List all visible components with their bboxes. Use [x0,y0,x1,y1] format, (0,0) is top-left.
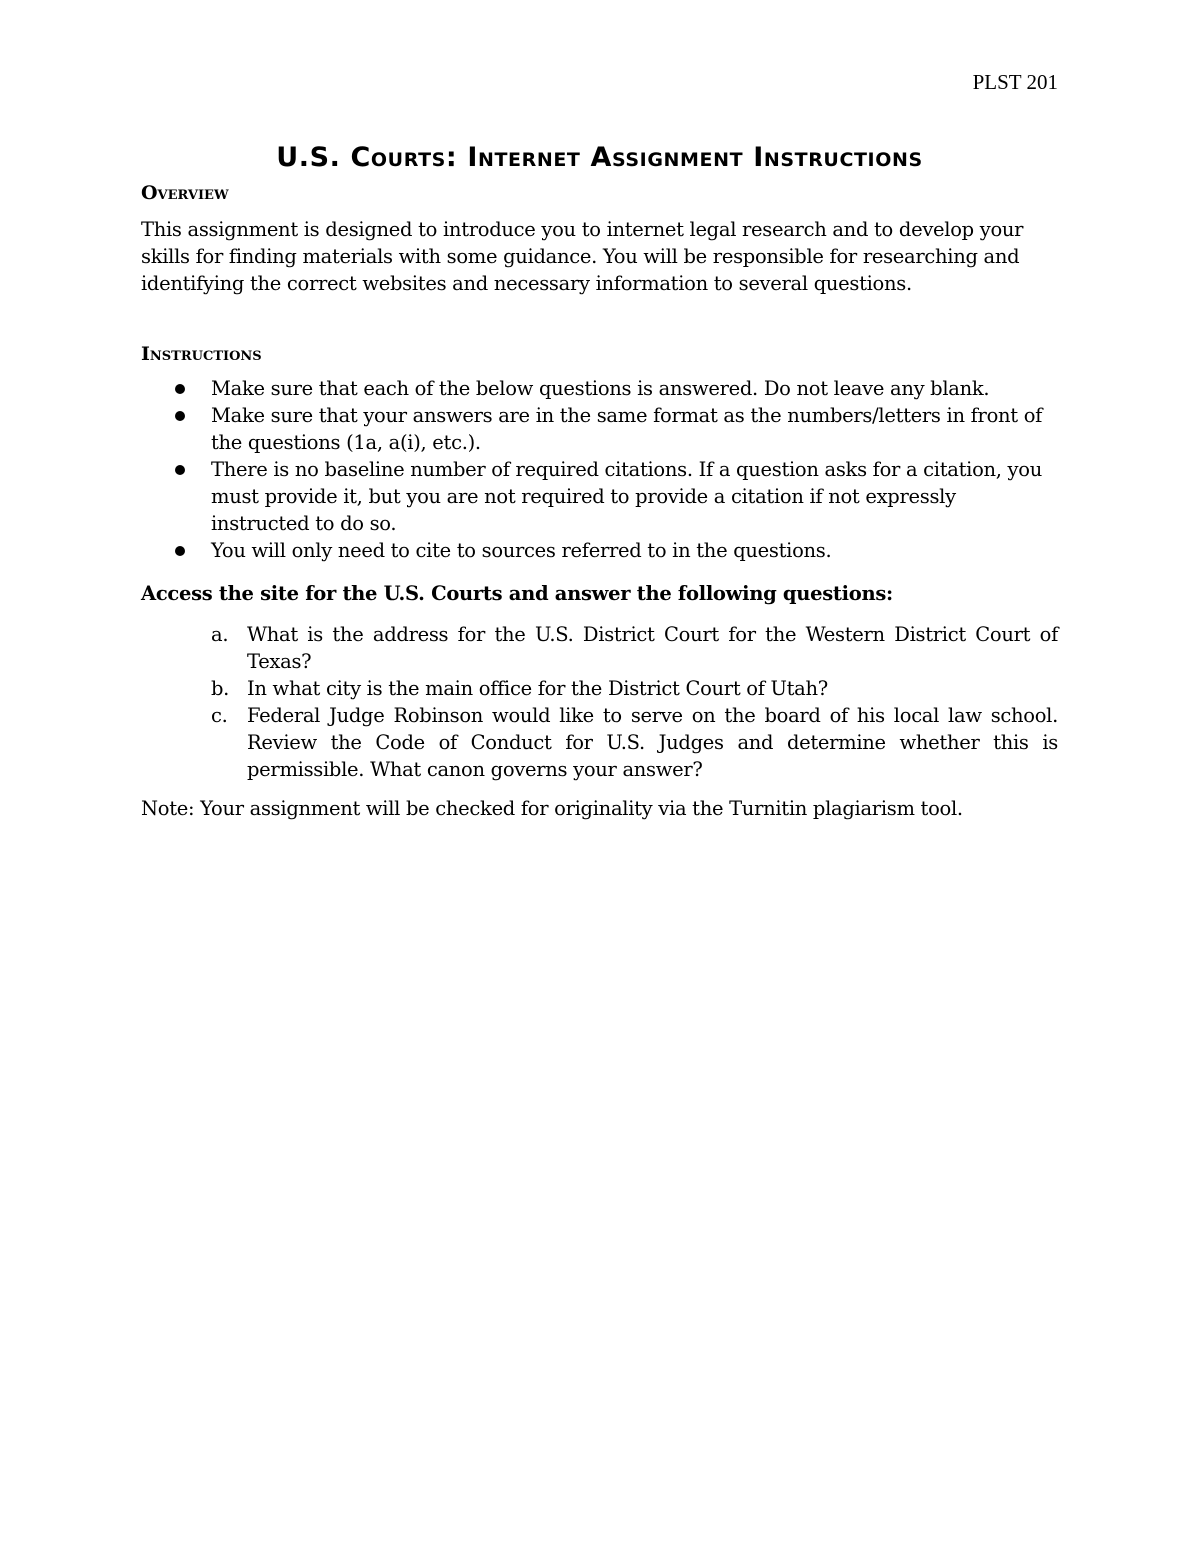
question-letter: c. [211,704,228,727]
access-instruction: Access the site for the U.S. Courts and answer the following questions: [141,582,893,605]
instruction-item [141,402,1058,456]
instruction-text: You will only need to cite to sources referred to in the questions. [211,539,832,562]
instruction-text: Make sure that each of the below questions is answered. Do not leave any blank. [211,377,990,400]
instructions-heading: Instructions [141,343,262,365]
document-body [141,140,1058,822]
instruction-item [141,375,1058,402]
instruction-text: Make sure that your answers are in the same format as the numbers/letters in front of the questions (1a, a(i), etc.). [211,404,1043,454]
instructions-list [141,375,1058,564]
question-letter: a. [211,623,229,646]
overview-paragraph: This assignment is designed to introduce you to internet legal research and to develop your skills for finding materials with some guidance. You will be responsible for researching and identifying the correct websites and necessary information to several questions. [141,218,1024,295]
question-text: What is the address for the U.S. District Court for the Western District Court of Texas? [247,623,1058,673]
question-text: Federal Judge Robinson would like to serve on the board of his local law school. Review the Code of Conduct for U.S. Judges and determine whether this is permissible. What canon governs your answer? [247,704,1058,781]
question-item [141,621,1058,675]
instruction-item [141,537,1058,564]
question-letter: b. [211,677,230,700]
bullet-icon [175,546,185,556]
question-item [141,702,1058,783]
instruction-text: There is no baseline number of required citations. If a question asks for a citation, you must provide it, but you are not required to provide a citation if not expressly instructed to do so. [211,458,1042,535]
document-title: U.S. Courts: Internet Assignment Instructions [276,142,923,173]
course-code: PLST 201 [972,70,1058,94]
instruction-item [141,456,1058,537]
question-text: In what city is the main office for the District Court of Utah? [247,677,828,700]
note-paragraph: Note: Your assignment will be checked for originality via the Turnitin plagiarism tool. [141,797,963,820]
bullet-icon [175,384,185,394]
bullet-icon [175,465,185,475]
bullet-icon [175,411,185,421]
questions-list [141,621,1058,783]
question-item [141,675,1058,702]
overview-heading: Overview [141,182,229,204]
